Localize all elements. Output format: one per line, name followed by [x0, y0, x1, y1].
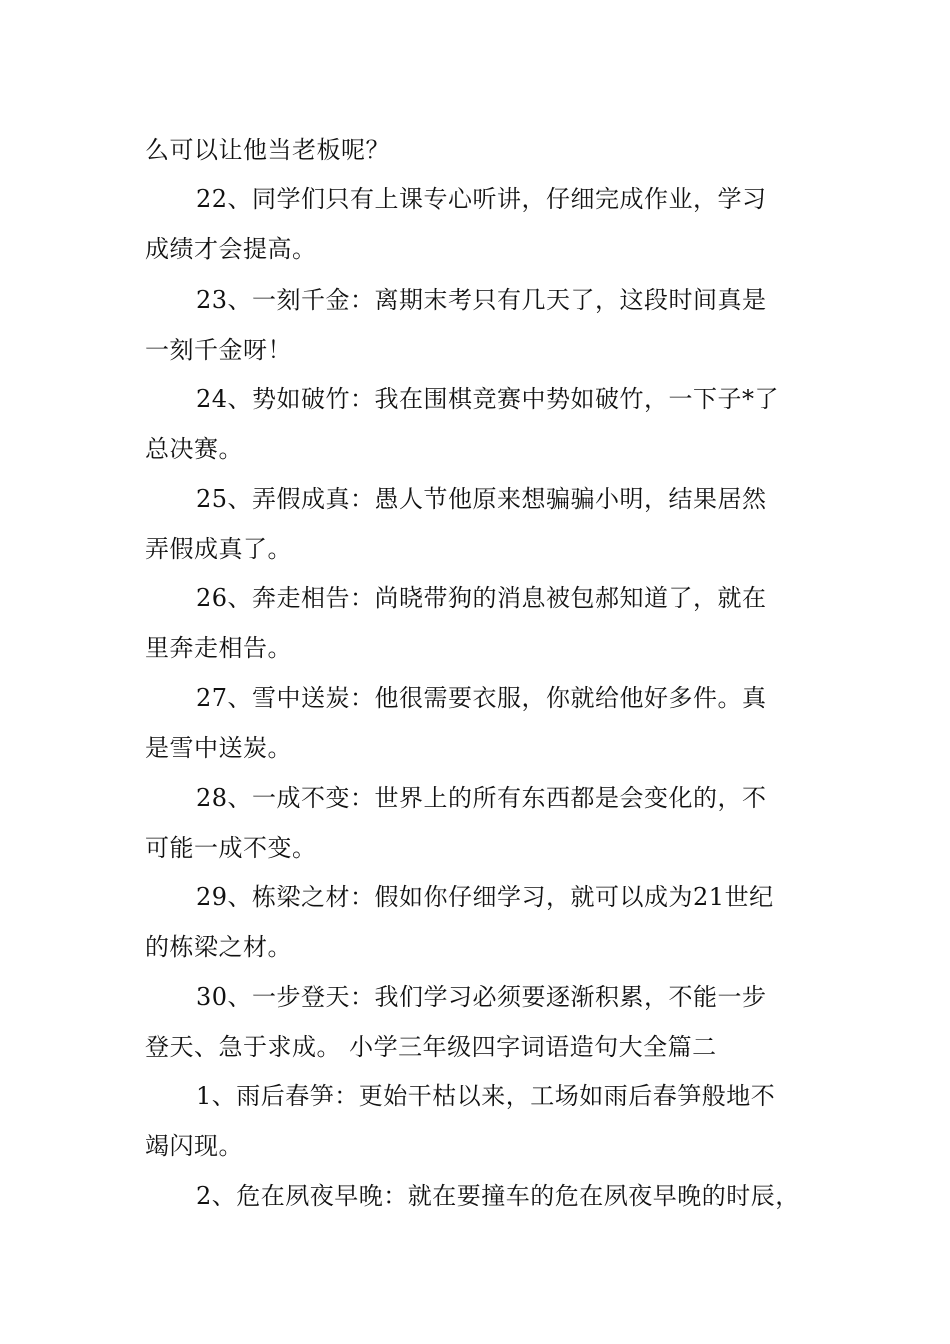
text-line: 25、弄假成真：愚人节他原来想骗骗小明，结果居然 — [196, 485, 767, 513]
text-line: 竭闪现。 — [145, 1132, 243, 1160]
text-line: 23、一刻千金：离期末考只有几天了，这段时间真是 — [196, 286, 767, 314]
text-line: 27、雪中送炭：他很需要衣服，你就给他好多件。真 — [196, 684, 767, 712]
text-line: 的栋梁之材。 — [145, 933, 292, 961]
text-line: 可能一成不变。 — [145, 834, 317, 862]
text-line: 里奔走相告。 — [145, 634, 292, 662]
text-line: 26、奔走相告：尚晓带狗的消息被包郝知道了，就在 — [196, 584, 767, 612]
text-line: 24、势如破竹：我在围棋竞赛中势如破竹，一下子*了 — [196, 385, 780, 413]
text-line: 1、雨后春笋：更始干枯以来，工场如雨后春笋般地不 — [196, 1082, 776, 1110]
text-line: 30、一步登天：我们学习必须要逐渐积累，不能一步 — [196, 983, 767, 1011]
text-line: 弄假成真了。 — [145, 535, 292, 563]
text-line: 成绩才会提高。 — [145, 235, 317, 263]
text-line: 一刻千金呀！ — [145, 336, 292, 364]
text-line: 2、危在夙夜早晚：就在要撞车的危在夙夜早晚的时辰， — [196, 1182, 800, 1210]
text-line: 28、一成不变：世界上的所有东西都是会变化的，不 — [196, 784, 767, 812]
text-line: 29、栋梁之材：假如你仔细学习，就可以成为21世纪 — [196, 883, 774, 911]
text-line: 么可以让他当老板呢？ — [145, 136, 390, 164]
text-line: 登天、急于求成。 小学三年级四字词语造句大全篇二 — [145, 1033, 717, 1061]
text-line: 总决赛。 — [145, 435, 243, 463]
text-line: 是雪中送炭。 — [145, 734, 292, 762]
text-line: 22、同学们只有上课专心听讲，仔细完成作业，学习 — [196, 185, 767, 213]
